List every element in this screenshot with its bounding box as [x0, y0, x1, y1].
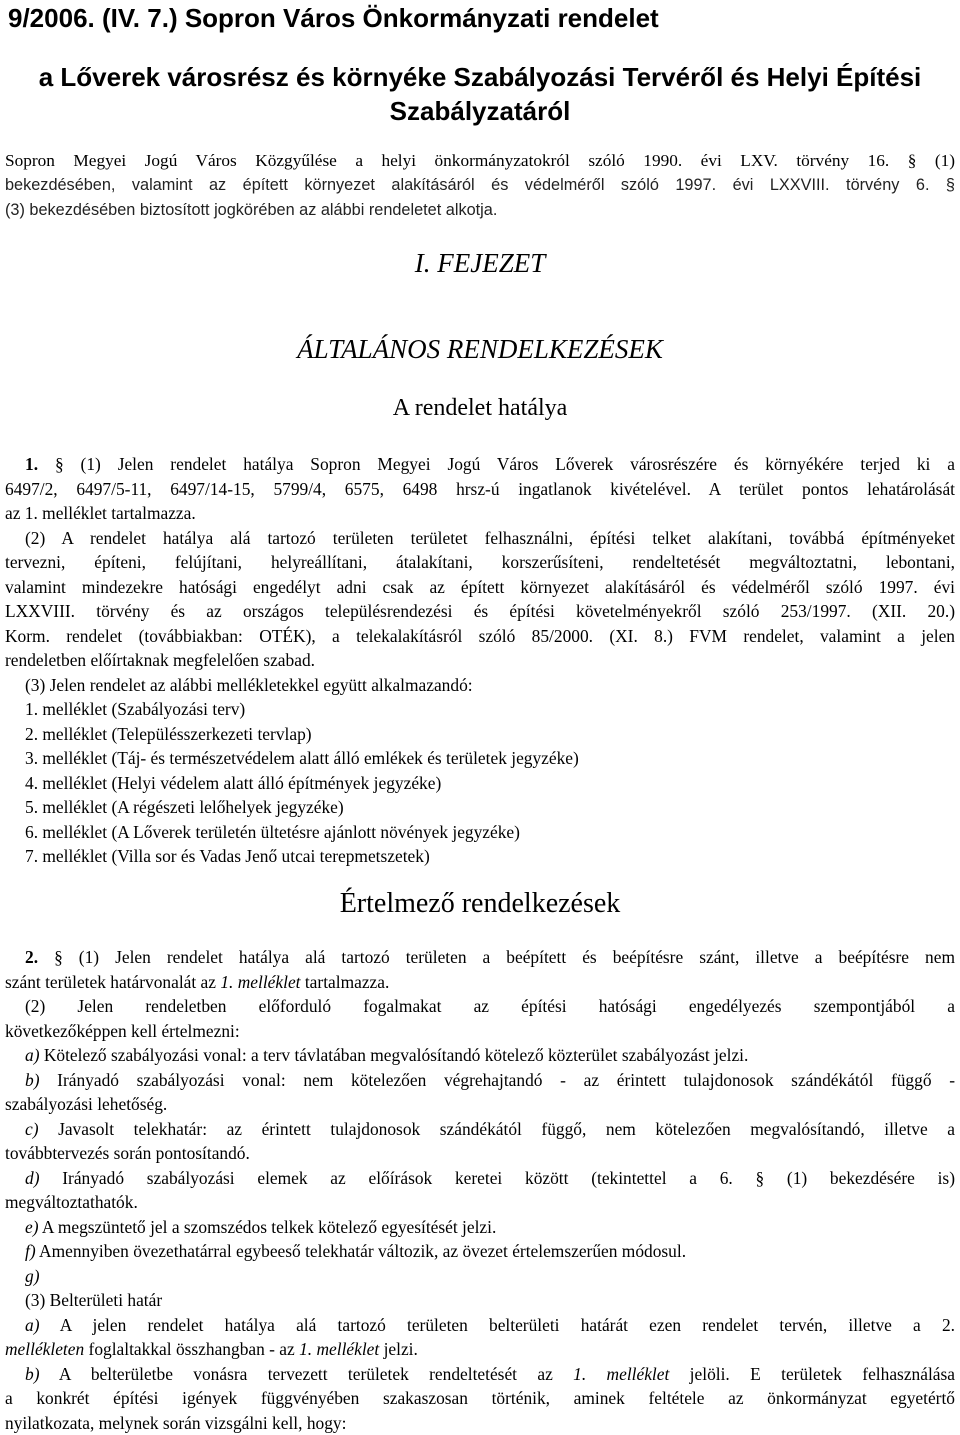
item-label: b) [25, 1070, 40, 1090]
annex-reference: 1. melléklet [573, 1364, 669, 1384]
section-heading-definitions: Értelmező rendelkezések [0, 888, 960, 920]
item-text: A megszüntető jel a szomszédos telkek kötelező egyesítését jelzi. [39, 1217, 497, 1237]
section-2 [5, 945, 955, 1435]
text-run: jelzi. [379, 1339, 418, 1359]
annex-reference: 1. melléklet [220, 972, 300, 992]
boundary-b-line-3: nyilatkozata, melynek során vizsgálni kell, hogy: [5, 1411, 955, 1435]
annex-item: 2. melléklet (Településszerkezeti tervlap) [5, 722, 955, 747]
section-2-p2-line-2: következőképpen kell értelmezni: [5, 1019, 955, 1044]
preamble-line-3: (3) bekezdésében biztosított jogkörében az alábbi rendeletet alkotja. [5, 198, 955, 223]
item-text: Amennyiben övezethatárral egybeeső telekhatár változik, az övezet értelemszerűen módosul. [36, 1241, 686, 1261]
annex-item: 1. melléklet (Szabályozási terv) [5, 697, 955, 722]
section-heading-scope: A rendelet hatálya [0, 395, 960, 422]
boundary-b-line-1 [5, 1362, 955, 1387]
definition-f [5, 1239, 955, 1264]
section-1-line-1 [5, 452, 955, 477]
section-1-line-3: az 1. melléklet tartalmazza. [5, 501, 955, 526]
section-2-line-2 [5, 970, 955, 995]
text-run: tartalmazza. [301, 972, 390, 992]
section-2-text: § (1) Jelen rendelet hatálya alá tartozó területen a beépített és beépítésre szánt, illetve a beépítésre nem [54, 947, 955, 967]
section-2-number: 2. [25, 947, 38, 967]
chapter-title: ÁLTALÁNOS RENDELKEZÉSEK [0, 334, 960, 365]
annex-item: 7. melléklet (Villa sor és Vadas Jenő utcai terepmetszetek) [5, 844, 955, 869]
text-run: foglaltakkal összhangban - az [84, 1339, 299, 1359]
definition-d-line-1 [5, 1166, 955, 1191]
document-title: 9/2006. (IV. 7.) Sopron Város Önkormányzati rendelet [8, 2, 659, 34]
annex-reference: mellékleten [5, 1339, 84, 1359]
definition-e [5, 1215, 955, 1240]
annex-item: 4. melléklet (Helyi védelem alatt álló építmények jegyzéke) [5, 771, 955, 796]
item-text: Javasolt telekhatár: az érintett tulajdonosok szándékától függő, nem kötelezően megvalósítandó, illetve a [39, 1119, 955, 1139]
section-2-line-1 [5, 945, 955, 970]
item-label: a) [25, 1315, 40, 1335]
annex-item: 3. melléklet (Táj- és természetvédelem alatt álló emlékek és területek jegyzéke) [5, 746, 955, 771]
subtitle-line-1: a Lőverek városrész és környéke Szabályozási Tervéről és Helyi Építési [0, 60, 960, 94]
item-label: c) [25, 1119, 39, 1139]
item-label: g) [25, 1266, 40, 1286]
definition-c-line-2: továbbtervezés során pontosítandó. [5, 1141, 955, 1166]
section-1-p2-line-1: (2) A rendelet hatálya alá tartozó területen területet felhasználni, építési telket alakítani, továbbá építményeket [5, 526, 955, 551]
section-1-p2-line-5: Korm. rendelet (továbbiakban: OTÉK), a telekalakításról szóló 85/2000. (XI. 8.) FVM rendelet, valamint a jelen [5, 624, 955, 649]
definition-b-line-2: szabályozási lehetőség. [5, 1092, 955, 1117]
text-run: A belterületbe vonásra tervezett területek rendeltetését az [40, 1364, 574, 1384]
section-2-p3: (3) Belterületi határ [5, 1288, 955, 1313]
item-text: A jelen rendelet hatálya alá tartozó területen belterületi határát ezen rendelet tervén, illetve a 2. [40, 1315, 956, 1335]
item-label: d) [25, 1168, 40, 1188]
item-label: e) [25, 1217, 39, 1237]
section-1-p2-line-4: LXXVIII. törvény és az országos településrendezési és építési követelményekről szóló 253/1997. (XII. 20.) [5, 599, 955, 624]
preamble-line-2: bekezdésében, valamint az épített környezet alakításáról és védelméről szóló 1997. évi LXXVIII. törvény 6. § [5, 173, 955, 198]
preamble [5, 148, 955, 223]
section-1-p2-line-2: tervezni, építeni, felújítani, helyreállítani, átalakítani, korszerűsíteni, rendeltetését megváltoztatni, lebontani, [5, 550, 955, 575]
section-2-p2-line-1: (2) Jelen rendeletben előforduló fogalmakat az építési hatósági engedélyezés szempontjából a [5, 994, 955, 1019]
item-text: Kötelező szabályozási vonal: a terv távlatában megvalósítandó kötelező közterület szabályozást jelzi. [40, 1045, 749, 1065]
annex-item: 5. melléklet (A régészeti lelőhelyek jegyzéke) [5, 795, 955, 820]
definition-a [5, 1043, 955, 1068]
section-1-text: § (1) Jelen rendelet hatálya Sopron Megyei Jogú Város Lőverek városrészére és környékére terjed ki a [55, 454, 955, 474]
definition-d-line-2: megváltoztathatók. [5, 1190, 955, 1215]
item-text: Irányadó szabályozási elemek az előírások keretei között (tekintettel a 6. § (1) bekezdésére is) [40, 1168, 956, 1188]
definition-g [5, 1264, 955, 1289]
definition-b-line-1 [5, 1068, 955, 1093]
text-run: szánt területek határvonalát az [5, 972, 220, 992]
annex-reference: 1. melléklet [299, 1339, 379, 1359]
section-1-line-2: 6497/2, 6497/5-11, 6497/14-15, 5799/4, 6575, 6498 hrsz-ú ingatlanok kivételével. A terület pontos lehatárolását [5, 477, 955, 502]
section-1-p2-line-3: valamint mindezekre hatósági engedélyt adni csak az épített környezet alakításáról és védelméről szóló 1997. évi [5, 575, 955, 600]
section-1-number: 1. [25, 454, 38, 474]
item-label: b) [25, 1364, 40, 1384]
boundary-a-line-2 [5, 1337, 955, 1362]
chapter-number: I. FEJEZET [0, 248, 960, 279]
document-subtitle [0, 60, 960, 128]
item-label: a) [25, 1045, 40, 1065]
section-1 [5, 452, 955, 869]
boundary-a-line-1 [5, 1313, 955, 1338]
boundary-b-line-2: a konkrét építési igények függvényében szakaszosan történik, aminek feltétele az önkormányzat egyetértő [5, 1386, 955, 1411]
item-text: Irányadó szabályozási vonal: nem kötelezően végrehajtandó - az érintett tulajdonosok szándékától függő - [40, 1070, 956, 1090]
section-1-p2-line-6: rendeletben előírtaknak megfelelően szabad. [5, 648, 955, 673]
preamble-line-1: Sopron Megyei Jogú Város Közgyűlése a helyi önkormányzatokról szóló 1990. évi LXV. törvény 16. § (1) [5, 148, 955, 173]
definition-c-line-1 [5, 1117, 955, 1142]
text-run: jelöli. E területek felhasználása [669, 1364, 955, 1384]
item-label: f) [25, 1241, 36, 1261]
section-1-p3: (3) Jelen rendelet az alábbi mellékletekkel együtt alkalmazandó: [5, 673, 955, 698]
annex-item: 6. melléklet (A Lőverek területén ültetésre ajánlott növények jegyzéke) [5, 820, 955, 845]
subtitle-line-2: Szabályzatáról [0, 94, 960, 128]
